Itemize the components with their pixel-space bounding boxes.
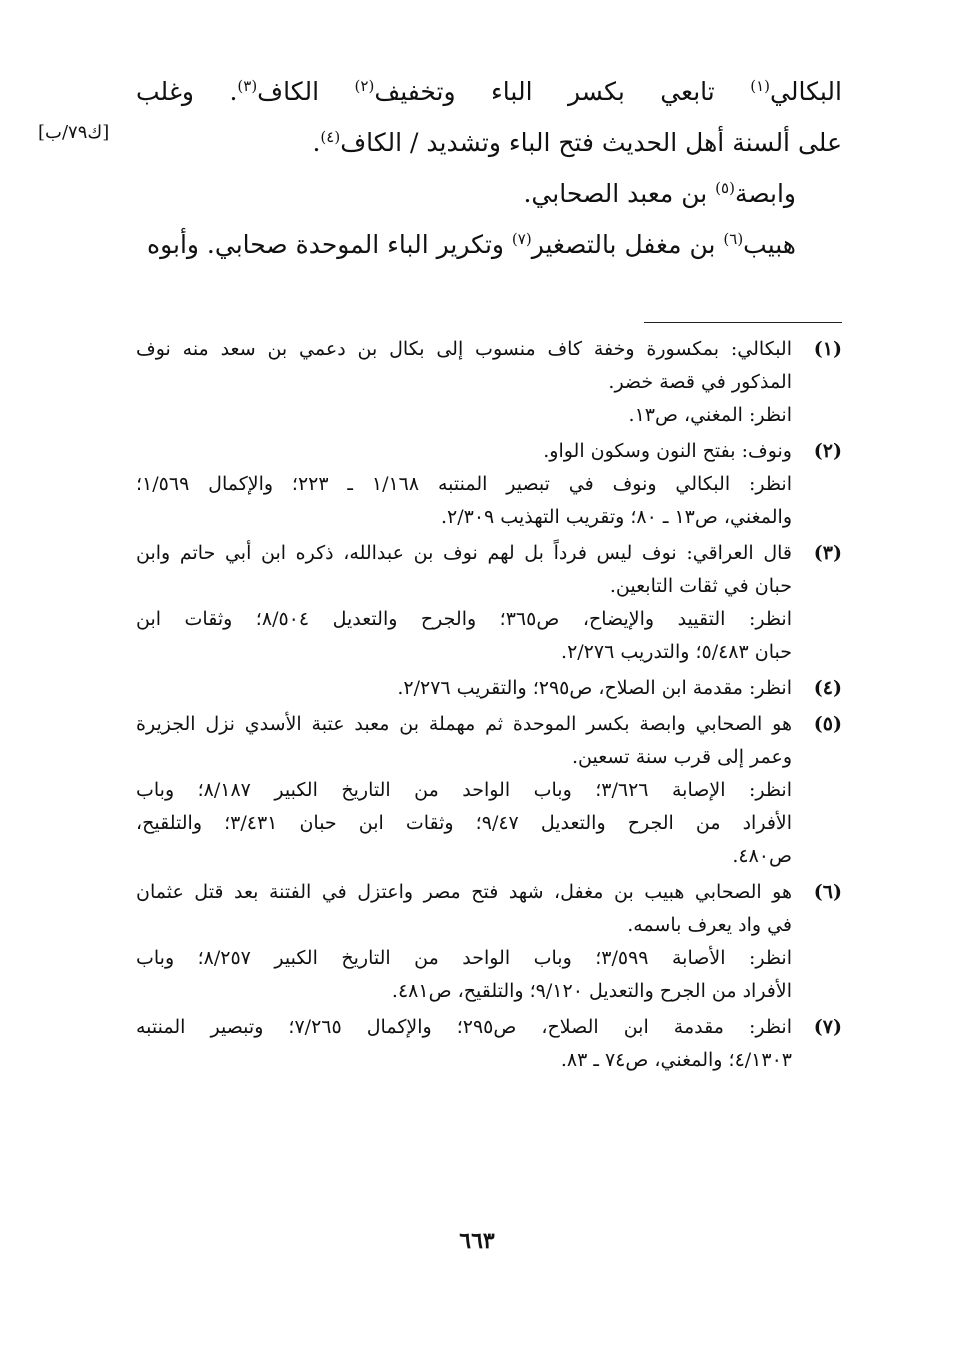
main-text-line bbox=[136, 117, 842, 168]
footnote-line: ص٤٨٠. bbox=[732, 845, 792, 867]
footnote-line: هو الصحابي هبيب بن مغفل، شهد فتح مصر واعتزل في الفتنة بعد قتل عثمان bbox=[136, 881, 792, 903]
text-run: هبيب bbox=[743, 230, 796, 259]
footnote-marker: (٢) bbox=[354, 77, 375, 95]
footnote-line: قال العراقي: نوف ليس فرداً بل لهم نوف بن عبدالله، ذكره ابن أبي حاتم وابن bbox=[136, 542, 792, 564]
footnote bbox=[136, 537, 842, 669]
footnote-line: وعمر إلى قرب سنة تسعين. bbox=[572, 746, 792, 768]
footnote-line: انظر: البكالي ونوف في تبصير المنتبه ١/١٦٨ ـ ٢٢٣؛ والإكمال ١/٥٦٩؛ bbox=[136, 473, 792, 495]
footnote bbox=[136, 1011, 842, 1077]
main-text-line bbox=[136, 168, 842, 219]
footnote-line: انظر: مقدمة ابن الصلاح، ص٢٩٥؛ والتقريب ٢/٢٧٦. bbox=[397, 677, 792, 699]
main-text bbox=[136, 66, 842, 270]
footnote-number: (٧) bbox=[813, 1016, 842, 1038]
footnote-line: في واد يعرف باسمه. bbox=[627, 914, 792, 936]
footnote bbox=[136, 876, 842, 1008]
footnote-separator bbox=[644, 322, 842, 323]
text-run: . bbox=[312, 128, 321, 157]
footnote-number: (٣) bbox=[813, 542, 842, 564]
footnote-number: (١) bbox=[813, 338, 842, 360]
text-run: وتكرير الباء الموحدة صحابي. وأبوه bbox=[147, 230, 512, 259]
footnote-number: (٦) bbox=[813, 881, 842, 903]
footnote-marker: (٤) bbox=[320, 128, 341, 146]
text-run: على ألسنة أهل الحديث فتح الباء وتشديد / الكاف bbox=[340, 128, 842, 157]
footnote-line: حبان ٥/٤٨٣؛ والتدريب ٢/٢٧٦. bbox=[561, 641, 792, 663]
page-number: ٦٦٣ bbox=[459, 1228, 495, 1254]
main-text-line bbox=[136, 219, 842, 270]
footnote-line: انظر: مقدمة ابن الصلاح، ص٢٩٥؛ والإكمال ٧/٢٦٥؛ وتبصير المنتبه bbox=[136, 1016, 792, 1038]
text-run: . وغلب bbox=[136, 77, 238, 106]
footnote-marker: (٣) bbox=[237, 77, 258, 95]
text-run: وابصة bbox=[734, 179, 796, 208]
footnote-marker: (٦) bbox=[723, 230, 744, 248]
footnote-line: البكالي: بمكسورة وخفة كاف منسوب إلى بكال بن دعمي بن سعد منه نوف bbox=[136, 338, 792, 360]
footnotes bbox=[136, 333, 842, 1080]
footnote-marker: (١) bbox=[750, 77, 770, 95]
footnote-number: (٢) bbox=[813, 440, 842, 462]
footnote-line: والمغني، ص١٣ ـ ٨٠؛ وتقريب التهذيب ٢/٣٠٩. bbox=[440, 506, 792, 528]
manuscript-folio-reference: [ك٧٩/ب] bbox=[38, 122, 110, 143]
text-run: بن مغفل بالتصغير bbox=[531, 230, 724, 259]
footnote-number: (٥) bbox=[813, 713, 842, 735]
footnote-line: الأفراد من الجرح والتعديل ٩/٤٧؛ وثقات ابن حبان ٣/٤٣١؛ والتلقيح، bbox=[136, 812, 792, 834]
footnote-line: الأفراد من الجرح والتعديل ٩/١٢٠؛ والتلقيح، ص٤٨١. bbox=[391, 980, 792, 1002]
main-text-line bbox=[136, 66, 842, 117]
text-run: الكاف bbox=[257, 77, 355, 106]
footnote bbox=[136, 435, 842, 534]
footnote-marker: (٧) bbox=[511, 230, 532, 248]
footnote-line: ونوف: بفتح النون وسكون الواو. bbox=[543, 440, 792, 462]
footnote bbox=[136, 333, 842, 432]
footnote-line: انظر: الإصابة ٣/٦٢٦؛ وباب الواحد من التاريخ الكبير ٨/١٨٧؛ وباب bbox=[136, 779, 792, 801]
footnote-line: انظر: الأصابة ٣/٥٩٩؛ وباب الواحد من التاريخ الكبير ٨/٢٥٧؛ وباب bbox=[136, 947, 792, 969]
text-run: بن معبد الصحابي. bbox=[523, 179, 716, 208]
footnote-line: انظر: المغني، ص١٣. bbox=[628, 404, 792, 426]
text-run: تابعي بكسر الباء وتخفيف bbox=[374, 77, 751, 106]
footnote-line: انظر: التقييد والإيضاح، ص٣٦٥؛ والجرح والتعديل ٨/٥٠٤؛ وثقات ابن bbox=[136, 608, 792, 630]
footnote-line: هو الصحابي وابصة بكسر الموحدة ثم مهملة بن معبد عتبة الأسدي نزل الجزيرة bbox=[136, 713, 792, 735]
footnote-marker: (٥) bbox=[715, 179, 735, 197]
text-run: البكالي bbox=[770, 77, 842, 106]
footnote-line: ٤/١٣٠٣؛ والمغني، ص٧٤ ـ ٨٣. bbox=[560, 1049, 792, 1071]
footnote-number: (٤) bbox=[813, 677, 842, 699]
footnote bbox=[136, 672, 842, 705]
footnote bbox=[136, 708, 842, 873]
footnote-line: حبان في ثقات التابعين. bbox=[609, 575, 792, 597]
footnote-line: المذكور في قصة خضر. bbox=[608, 371, 792, 393]
